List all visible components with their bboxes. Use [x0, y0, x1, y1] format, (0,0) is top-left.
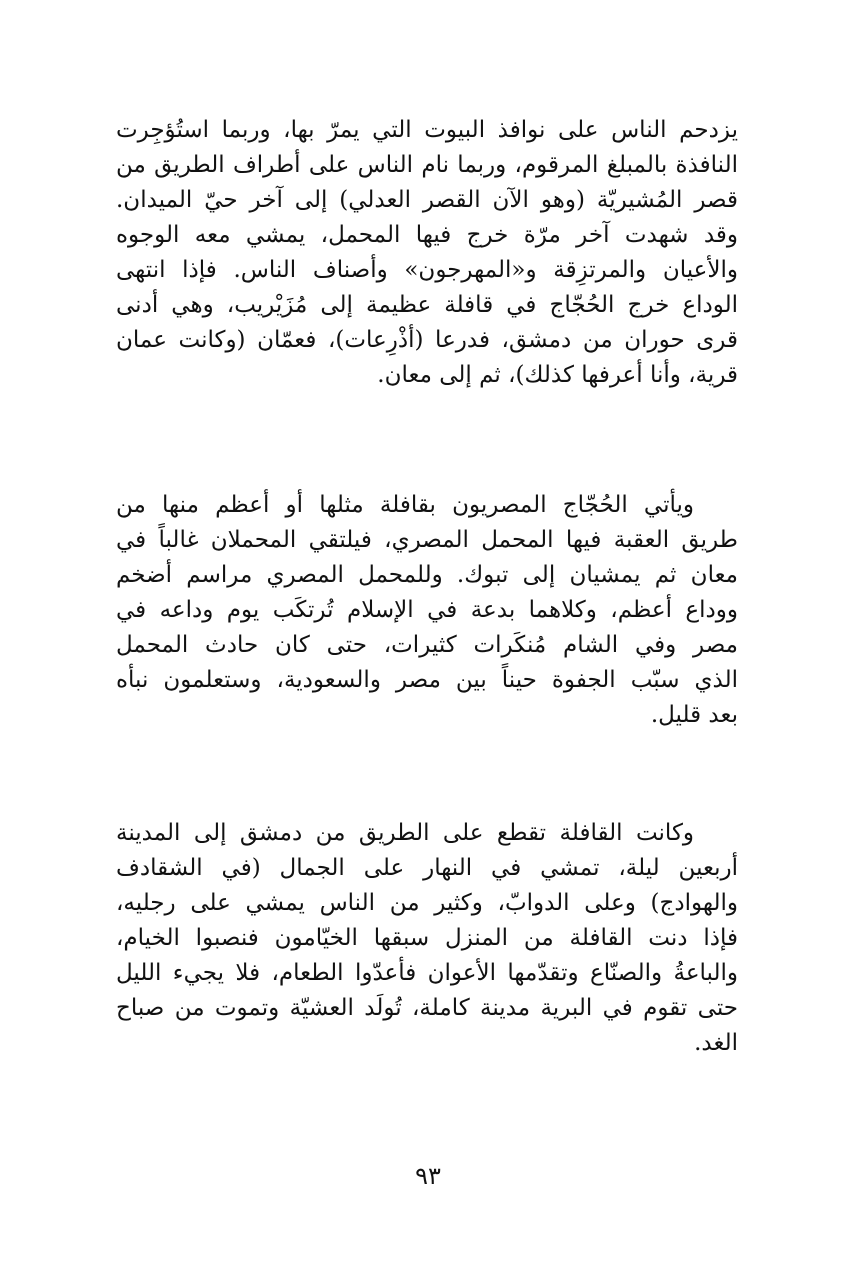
paragraph-2: [116, 488, 738, 733]
paragraph-1-line-6: الوداع خرج الحُجّاج في قافلة عظيمة إلى مُزَيْريب، وهي أدنى: [116, 292, 738, 318]
paragraph-1-line-2: النافذة بالمبلغ المرقوم، وربما نام الناس على أطراف الطريق من: [116, 152, 738, 178]
paragraph-1-line-4: وقد شهدت آخر مرّة خرج فيها المحمل، يمشي معه الوجوه: [116, 222, 738, 248]
page-number: ٩٣: [415, 1162, 441, 1190]
paragraph-1-line-7: قرى حوران من دمشق، فدرعا (أذْرِعات)، فعمّان (وكانت عمان: [116, 327, 738, 353]
paragraph-2-line-5: مصر وفي الشام مُنكَرات كثيرات، حتى كان حادث المحمل: [116, 632, 738, 658]
paragraph-3-line-3: والهوادج) وعلى الدوابّ، وكثير من الناس يمشي على رجليه،: [116, 890, 738, 916]
paragraph-2-line-7: بعد قليل.: [650, 702, 738, 728]
paragraph-3-line-7: الغد.: [694, 1030, 738, 1056]
paragraph-1-line-3: قصر المُشيريّة (وهو الآن القصر العدلي) إلى آخر حيّ الميدان.: [116, 187, 738, 213]
paragraph-2-line-3: معان ثم يمشيان إلى تبوك. وللمحمل المصري مراسم أضخم: [116, 562, 738, 588]
paragraph-2-line-4: ووداع أعظم، وكلاهما بدعة في الإسلام تُرتكَب يوم وداعه في: [116, 597, 738, 623]
paragraph-1-line-5: والأعيان والمرتزِقة و«المهرجون» وأصناف الناس. فإذا انتهى: [116, 257, 738, 283]
paragraph-3-line-5: والباعةُ والصنّاع وتقدّمها الأعوان فأعدّوا الطعام، فلا يجيء الليل: [116, 960, 738, 986]
paragraph-2-line-1: ويأتي الحُجّاج المصريون بقافلة مثلها أو أعظم منها من: [116, 492, 694, 518]
paragraph-3: [116, 816, 738, 1061]
paragraph-2-line-6: الذي سبّب الجفوة حيناً بين مصر والسعودية، وستعلمون نبأه: [116, 667, 738, 693]
paragraph-3-line-1: وكانت القافلة تقطع على الطريق من دمشق إلى المدينة: [116, 820, 694, 846]
paragraph-3-line-4: فإذا دنت القافلة من المنزل سبقها الخيّامون فنصبوا الخيام،: [116, 925, 738, 951]
paragraph-3-line-2: أربعين ليلة، تمشي في النهار على الجمال (في الشقادف: [116, 855, 738, 881]
paragraph-2-line-2: طريق العقبة فيها المحمل المصري، فيلتقي المحملان غالباً في: [116, 527, 738, 553]
paragraph-1: [116, 113, 738, 393]
paragraph-3-line-6: حتى تقوم في البرية مدينة كاملة، تُولَد العشيّة وتموت من صباح: [116, 995, 738, 1021]
paragraph-1-line-8: قرية، وأنا أعرفها كذلك)، ثم إلى معان.: [377, 362, 738, 388]
paragraph-1-line-1: يزدحم الناس على نوافذ البيوت التي يمرّ بها، وربما استُؤجِرت: [116, 117, 738, 143]
